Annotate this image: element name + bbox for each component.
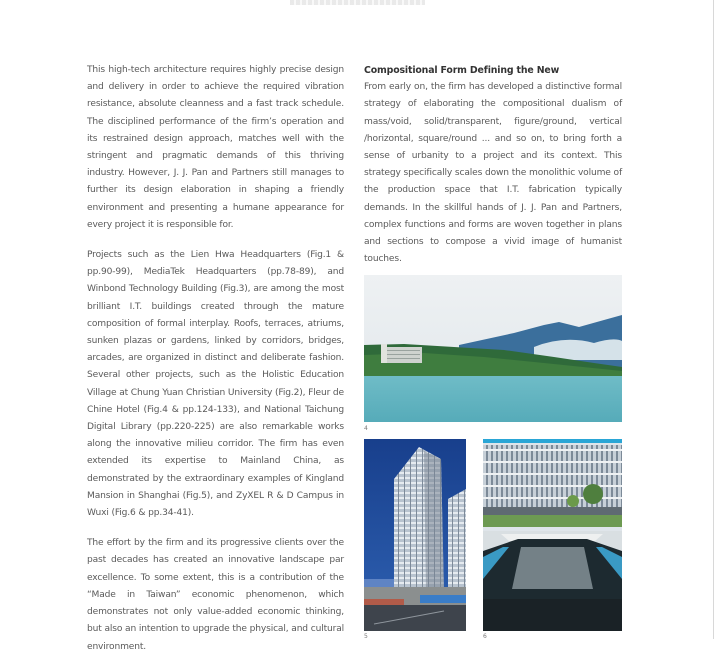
body-paragraph: Projects such as the Lien Hwa Headquarters (Fig.1 & pp.90-99), MediaTek Headquarters (pp.78-89), and Winbond Technology Building (Fig.3), are among the most brilliant I.T. buildings created through the mature composition of formal interplay. Roofs, terraces, atriums, sunken plazas or gardens, linked by corridors, bridges, arcades, are organized in distinct and deliberate fashion. Several other projects, such as the Holistic Education Village at Chung Yuan Christian University (Fig.2), Fleur de Chine Hotel (Fig.4 & pp.124-133), and National Taichung Digital Library (pp.220-225) are also remarkable works along the innovative milieu corridor. The firm has even extended its expertise to Mainland China, as demonstrated by the extraordinary examples of Kingland Mansion in Shanghai (Fig.5), and ZyXEL R & D Campus in Wuxi (Fig.6 & pp.34-41). [87, 250, 344, 519]
page-edge-line [713, 0, 714, 639]
body-paragraph: From early on, the firm has developed a distinctive formal strategy of elaborating the compositional dualism of mass/void, solid/transparent, figure/ground, vertical /horizontal, square/round ... and so on, to bring forth a sense of urbanity to a project and its context. This strategy specifically scales down the monolithic volume of the production space that I.T. fabrication typically demands. In the skillful hands of J. J. Pan and Partners, complex functions and forms are woven together in plans and sections to compose a vivid image of humanist touches. [364, 82, 622, 265]
figure-5-tower-photo [364, 439, 466, 631]
figure-6-caption: 6 [483, 633, 487, 640]
figure-6-courtyard-photo [483, 439, 622, 631]
right-text-column [364, 62, 622, 281]
lakeside-photo-image [364, 275, 622, 422]
body-paragraph: The effort by the firm and its progressive clients over the past decades has created an innovative landscape par excellence. To some extent, this is a contribution of the “Made in Taiwan” economic phenomenon, which demonstrates not only value-added economic thinking, but also an intention to upgrade the physical, and cultural environment. [87, 538, 344, 652]
tower-photo-image [364, 439, 466, 631]
body-paragraph: This high-tech architecture requires highly precise design and delivery in order to achieve the required vibration resistance, absolute cleanness and a fast track schedule. The disciplined performance of the firm’s operation and its restrained design approach, matches well with the stringent and pragmatic demands of this thriving industry. However, J. J. Pan and Partners still manages to further its design elaboration in shaping a friendly environment and presenting a humane appearance for every project it is responsible for. [87, 65, 344, 230]
figure-4-caption: 4 [364, 425, 368, 432]
figure-5-caption: 5 [364, 633, 368, 640]
courtyard-photo-image [483, 439, 622, 631]
page-header-fragment [290, 0, 425, 5]
figure-4-lakeside-photo [364, 275, 622, 422]
section-heading: Compositional Form Defining the New [364, 65, 560, 76]
left-text-column [87, 62, 344, 669]
